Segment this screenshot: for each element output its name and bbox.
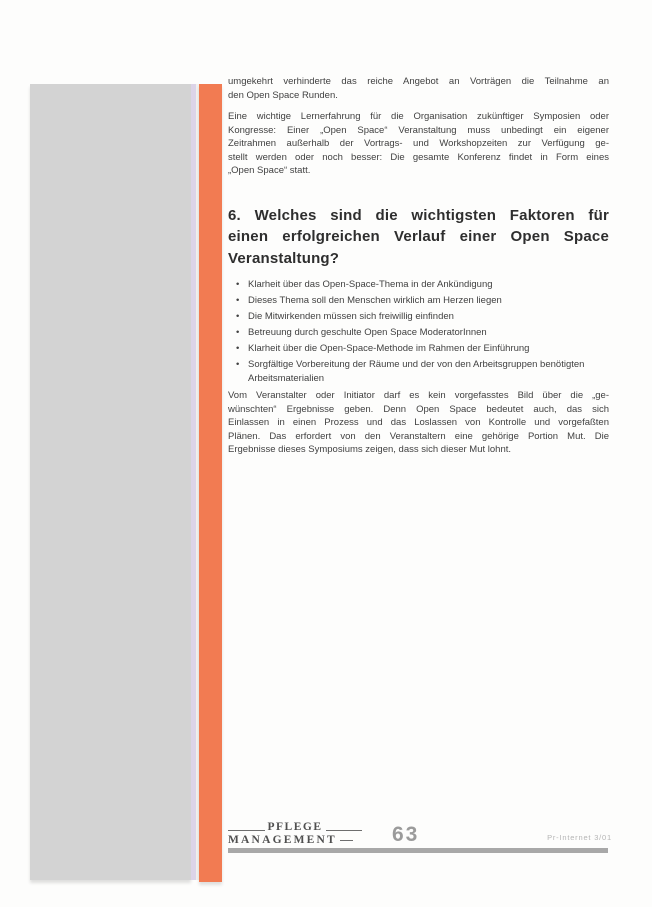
bullet-icon: • — [236, 295, 240, 306]
pflege-management-logo — [228, 821, 362, 847]
list-item — [228, 342, 609, 356]
text-line: Einlassen in einen Prozess und das Loslassen von Kontrolle und vorgefaßten — [228, 417, 609, 428]
list-item — [228, 294, 609, 308]
list-item-text: Dieses Thema soll den Menschen wirklich am Herzen liegen — [248, 295, 502, 306]
list-item-text: Klarheit über die Open-Space-Methode im Rahmen der Einführung — [248, 343, 530, 354]
closing-paragraph — [228, 389, 609, 457]
list-item-text: Betreuung durch geschulte Open Space ModeratorInnen — [248, 327, 487, 338]
text-line: Kongresse: Einer „Open Space“ Veranstaltung muss unbedingt ein eigener — [228, 124, 609, 136]
lesson-paragraph — [228, 110, 609, 178]
text-line: stellt werden oder noch besser: Die gesamte Konferenz findet in Form eines — [228, 151, 609, 163]
bullet-icon: • — [236, 311, 240, 322]
bullet-icon: • — [236, 279, 240, 290]
intro-paragraph — [228, 75, 609, 102]
list-item — [228, 358, 609, 385]
page-number: 63 — [392, 823, 420, 846]
bullet-icon: • — [236, 343, 240, 354]
text-line: Vom Veranstalter oder Initiator darf es kein vorgefasstes Bild über die „ge- — [228, 390, 609, 401]
list-item-text: Sorgfältige Vorbereitung der Räume und der von den Arbeitsgruppen benötigten Arbeitsmaterialien — [248, 359, 585, 384]
footer-rule — [228, 848, 608, 853]
article-content — [228, 75, 609, 457]
factors-list — [228, 278, 609, 385]
logo-rule-short — [340, 840, 353, 841]
heading-line: einen erfolgreichen Verlauf einer Open Space — [228, 228, 609, 245]
left-gray-panel — [30, 84, 191, 880]
list-item-text: Die Mitwirkenden müssen sich freiwillig einfinden — [248, 311, 454, 322]
issue-label: Pr-Internet 3/01 — [547, 833, 612, 842]
bullet-icon: • — [236, 359, 240, 370]
orange-accent-bar — [199, 84, 222, 882]
section-heading — [228, 205, 609, 270]
logo-bottom-row — [228, 834, 362, 847]
text-line: Zeitrahmen außerhalb der Vortrags- und Workshopzeiten zur Verfügung ge- — [228, 138, 609, 149]
text-line: umgekehrt verhinderte das reiche Angebot an Vorträgen die Teilnahme an — [228, 76, 609, 87]
logo-word-management: MANAGEMENT — [228, 834, 337, 846]
logo-top-row — [228, 821, 362, 833]
heading-line: 6. Welches sind die wichtigsten Faktoren für — [228, 206, 609, 224]
list-item-text: Klarheit über das Open-Space-Thema in der Ankündigung — [248, 279, 493, 290]
text-line: Plänen. Das erfordert von den Veranstaltern eine gehörige Portion Mut. Die — [228, 430, 609, 442]
logo-rule-left — [228, 830, 265, 831]
text-line: Eine wichtige Lernerfahrung für die Organisation zukünftiger Symposien oder — [228, 111, 609, 122]
bullet-icon: • — [236, 327, 240, 338]
logo-rule-right — [326, 830, 363, 831]
heading-line: Veranstaltung? — [228, 249, 340, 267]
text-line: „Open Space“ statt. — [228, 165, 311, 176]
list-item — [228, 278, 609, 292]
text-line: den Open Space Runden. — [228, 89, 338, 101]
list-item — [228, 326, 609, 340]
logo-word-pflege: PFLEGE — [267, 821, 323, 833]
text-line: wünschten“ Ergebnisse geben. Denn Open Space bedeutet auch, das sich — [228, 403, 609, 415]
list-item — [228, 310, 609, 324]
text-line: Ergebnisse dieses Symposiums zeigen, dass sich dieser Mut lohnt. — [228, 444, 512, 455]
